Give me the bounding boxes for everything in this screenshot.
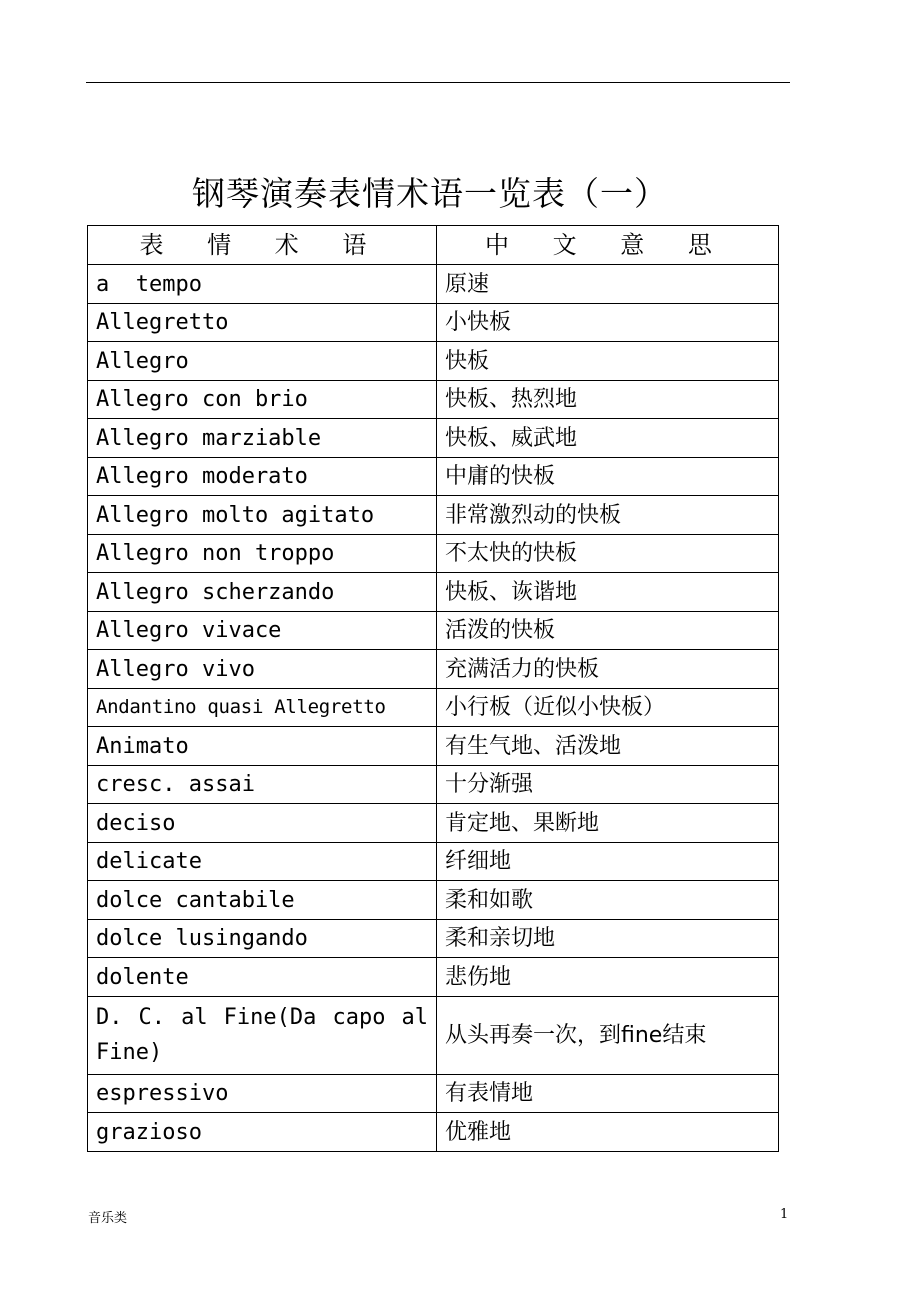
meaning-cell: 快板、诙谐地: [437, 573, 779, 612]
term-cell: dolce cantabile: [88, 881, 437, 920]
meaning-cell: 小行板（近似小快板）: [437, 688, 779, 727]
table-row: [88, 265, 779, 304]
meaning-cell: 快板、威武地: [437, 419, 779, 458]
page-title: 钢琴演奏表情术语一览表（一）: [192, 174, 668, 213]
term-cell: Allegretto: [88, 303, 437, 342]
footer-page-number: 1: [780, 1207, 789, 1222]
meaning-cell: 柔和亲切地: [437, 919, 779, 958]
table-row: [88, 573, 779, 612]
meaning-cell: 有表情地: [437, 1074, 779, 1113]
meaning-cell: 肯定地、果断地: [437, 804, 779, 843]
footer-category: 音乐类: [88, 1211, 128, 1226]
table-row: [88, 958, 779, 997]
term-cell: Allegro vivo: [88, 650, 437, 689]
header-meaning: 中 文 意 思: [437, 226, 779, 265]
term-cell: a tempo: [88, 265, 437, 304]
term-cell: Allegro scherzando: [88, 573, 437, 612]
term-cell: deciso: [88, 804, 437, 843]
term-cell: Allegro: [88, 342, 437, 381]
table-row: [88, 765, 779, 804]
meaning-cell: 原速: [437, 265, 779, 304]
table-row: [88, 380, 779, 419]
term-cell: espressivo: [88, 1074, 437, 1113]
table-row: [88, 650, 779, 689]
term-cell: grazioso: [88, 1113, 437, 1152]
header-rule: [86, 82, 790, 83]
term-cell: dolente: [88, 958, 437, 997]
term-cell: cresc. assai: [88, 765, 437, 804]
table-row: [88, 1074, 779, 1113]
meaning-cell: 十分渐强: [437, 765, 779, 804]
meaning-cell: 从头再奏一次，到fine结束: [437, 996, 779, 1074]
table-row: [88, 342, 779, 381]
table-row: [88, 804, 779, 843]
table-row: [88, 534, 779, 573]
term-cell: Allegro con brio: [88, 380, 437, 419]
header-term: 表 情 术 语: [88, 226, 437, 265]
table-header-row: [88, 226, 779, 265]
meaning-cell: 活泼的快板: [437, 611, 779, 650]
table-row: [88, 919, 779, 958]
table-row: [88, 881, 779, 920]
meaning-cell: 快板: [437, 342, 779, 381]
term-cell: D. C. al Fine(Da capo al Fine): [88, 996, 437, 1074]
table-row: [88, 611, 779, 650]
meaning-cell: 优雅地: [437, 1113, 779, 1152]
table-row: [88, 688, 779, 727]
meaning-cell: 柔和如歌: [437, 881, 779, 920]
meaning-cell: 中庸的快板: [437, 457, 779, 496]
term-cell: Allegro molto agitato: [88, 496, 437, 535]
term-cell: Andantino quasi Allegretto: [88, 688, 437, 727]
meaning-cell: 充满活力的快板: [437, 650, 779, 689]
meaning-cell: 快板、热烈地: [437, 380, 779, 419]
terms-table: [87, 225, 779, 1152]
table-row: [88, 496, 779, 535]
table-row: [88, 1113, 779, 1152]
meaning-cell: 小快板: [437, 303, 779, 342]
term-cell: Allegro non troppo: [88, 534, 437, 573]
table-row: [88, 996, 779, 1074]
table-row: [88, 842, 779, 881]
table-row: [88, 419, 779, 458]
table-row: [88, 727, 779, 766]
table-row: [88, 303, 779, 342]
term-cell: delicate: [88, 842, 437, 881]
meaning-cell: 纤细地: [437, 842, 779, 881]
term-cell: dolce lusingando: [88, 919, 437, 958]
meaning-cell: 不太快的快板: [437, 534, 779, 573]
term-cell: Allegro moderato: [88, 457, 437, 496]
meaning-cell: 悲伤地: [437, 958, 779, 997]
term-cell: Animato: [88, 727, 437, 766]
term-cell: Allegro vivace: [88, 611, 437, 650]
meaning-cell: 非常激烈动的快板: [437, 496, 779, 535]
term-cell: Allegro marziable: [88, 419, 437, 458]
table-row: [88, 457, 779, 496]
meaning-cell: 有生气地、活泼地: [437, 727, 779, 766]
